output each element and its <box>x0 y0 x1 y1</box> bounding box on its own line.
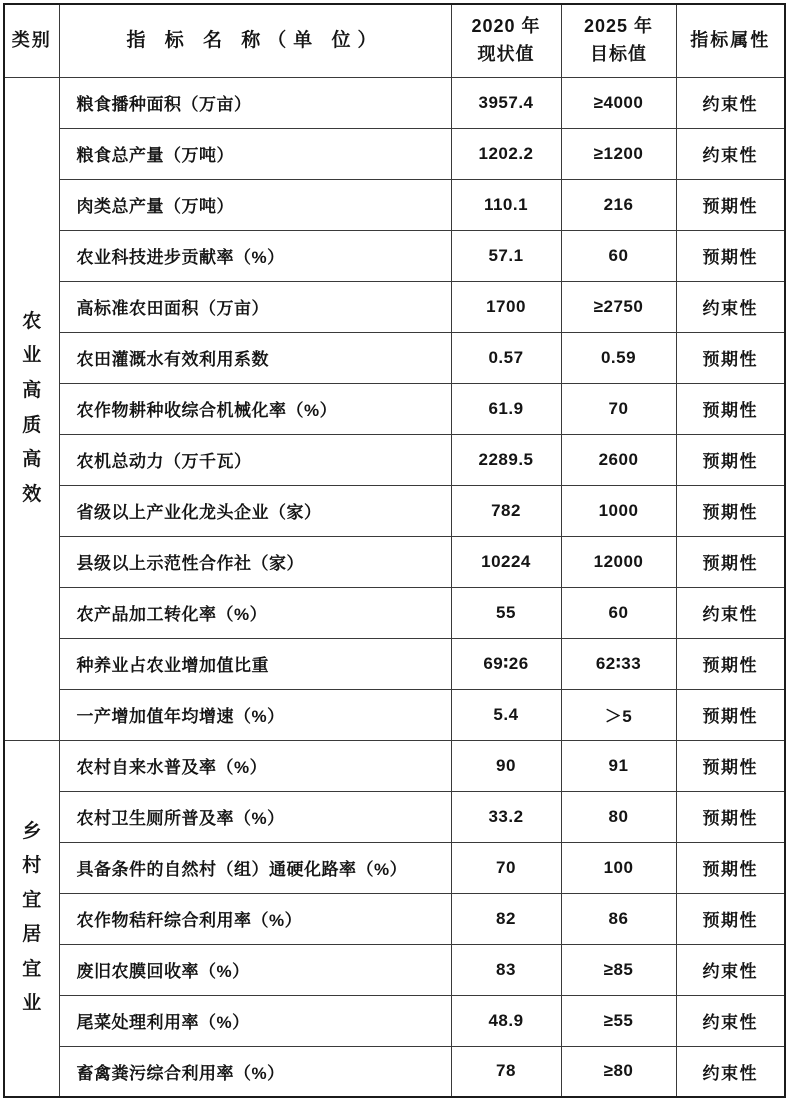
table-row <box>4 536 785 587</box>
table-row <box>4 383 785 434</box>
value-2025-cell: ≥55 <box>561 995 676 1046</box>
value-2025-cell: ＞5 <box>561 689 676 740</box>
value-2025-cell: 70 <box>561 383 676 434</box>
value-2025-cell: 2600 <box>561 434 676 485</box>
value-2020-cell: 2289.5 <box>451 434 561 485</box>
indicator-name-cell: 农作物耕种收综合机械化率（%） <box>59 383 451 434</box>
value-2020-cell: 10224 <box>451 536 561 587</box>
value-2025-cell: 100 <box>561 842 676 893</box>
value-2025-cell: 0.59 <box>561 332 676 383</box>
value-2025-cell: ≥80 <box>561 1046 676 1097</box>
category-cell-agriculture <box>4 77 59 740</box>
value-2020-cell: 0.57 <box>451 332 561 383</box>
attribute-cell: 约束性 <box>676 281 785 332</box>
value-2020-cell: 57.1 <box>451 230 561 281</box>
table-row <box>4 128 785 179</box>
indicator-name-cell: 农业科技进步贡献率（%） <box>59 230 451 281</box>
table-row <box>4 842 785 893</box>
attribute-cell: 约束性 <box>676 944 785 995</box>
indicator-name-cell: 具备条件的自然村（组）通硬化路率（%） <box>59 842 451 893</box>
attribute-cell: 预期性 <box>676 383 785 434</box>
value-2020-cell: 78 <box>451 1046 561 1097</box>
col-header-indicator-name: 指 标 名 称（单 位） <box>59 4 451 77</box>
col-header-2025-line1: 2025 年 <box>583 15 654 36</box>
attribute-cell: 预期性 <box>676 842 785 893</box>
table-row <box>4 587 785 638</box>
value-2020-cell: 69∶26 <box>451 638 561 689</box>
indicator-name-cell: 废旧农膜回收率（%） <box>59 944 451 995</box>
table-row <box>4 77 785 128</box>
col-header-2025-target <box>561 4 676 77</box>
value-2020-cell: 33.2 <box>451 791 561 842</box>
value-2020-cell: 1700 <box>451 281 561 332</box>
value-2025-cell: 12000 <box>561 536 676 587</box>
table-row <box>4 791 785 842</box>
table-row <box>4 944 785 995</box>
value-2020-cell: 782 <box>451 485 561 536</box>
value-2025-cell: 80 <box>561 791 676 842</box>
category-cell-rural <box>4 740 59 1097</box>
value-2025-cell: ≥2750 <box>561 281 676 332</box>
indicator-name-cell: 农村卫生厕所普及率（%） <box>59 791 451 842</box>
attribute-cell: 预期性 <box>676 434 785 485</box>
attribute-cell: 预期性 <box>676 791 785 842</box>
indicator-name-cell: 县级以上示范性合作社（家） <box>59 536 451 587</box>
value-2025-cell: 91 <box>561 740 676 791</box>
table-row <box>4 995 785 1046</box>
value-2020-cell: 5.4 <box>451 689 561 740</box>
attribute-cell: 约束性 <box>676 128 785 179</box>
table-header-row <box>4 4 785 77</box>
table-row <box>4 332 785 383</box>
table-row <box>4 1046 785 1097</box>
value-2020-cell: 70 <box>451 842 561 893</box>
table-row <box>4 485 785 536</box>
table-row <box>4 281 785 332</box>
category-label: 农业高质高效 <box>22 310 42 505</box>
indicator-name-cell: 尾菜处理利用率（%） <box>59 995 451 1046</box>
value-2020-cell: 55 <box>451 587 561 638</box>
indicator-name-cell: 粮食播种面积（万亩） <box>59 77 451 128</box>
attribute-cell: 预期性 <box>676 485 785 536</box>
value-2025-cell: 62∶33 <box>561 638 676 689</box>
value-2025-cell: ≥1200 <box>561 128 676 179</box>
table-row <box>4 434 785 485</box>
table-row <box>4 179 785 230</box>
indicator-name-cell: 种养业占农业增加值比重 <box>59 638 451 689</box>
indicator-name-cell: 粮食总产量（万吨） <box>59 128 451 179</box>
attribute-cell: 约束性 <box>676 77 785 128</box>
indicator-name-cell: 农作物秸秆综合利用率（%） <box>59 893 451 944</box>
value-2020-cell: 61.9 <box>451 383 561 434</box>
table-row <box>4 230 785 281</box>
col-header-2020-line2: 现状值 <box>477 43 535 64</box>
indicator-name-cell: 农机总动力（万千瓦） <box>59 434 451 485</box>
attribute-cell: 预期性 <box>676 179 785 230</box>
indicator-name-cell: 农村自来水普及率（%） <box>59 740 451 791</box>
col-header-attribute: 指标属性 <box>676 4 785 77</box>
attribute-cell: 约束性 <box>676 995 785 1046</box>
value-2025-cell: 60 <box>561 230 676 281</box>
col-header-2020-value <box>451 4 561 77</box>
value-2025-cell: 60 <box>561 587 676 638</box>
table-row <box>4 638 785 689</box>
attribute-cell: 约束性 <box>676 587 785 638</box>
attribute-cell: 预期性 <box>676 893 785 944</box>
value-2025-cell: 1000 <box>561 485 676 536</box>
value-2020-cell: 110.1 <box>451 179 561 230</box>
value-2020-cell: 83 <box>451 944 561 995</box>
table-row <box>4 689 785 740</box>
col-header-2025-line2: 目标值 <box>590 43 647 64</box>
col-header-category: 类别 <box>4 4 59 77</box>
indicators-table <box>3 3 786 1098</box>
attribute-cell: 预期性 <box>676 638 785 689</box>
indicator-name-cell: 一产增加值年均增速（%） <box>59 689 451 740</box>
attribute-cell: 预期性 <box>676 689 785 740</box>
category-label: 乡村宜居宜业 <box>22 820 42 1015</box>
indicator-name-cell: 高标准农田面积（万亩） <box>59 281 451 332</box>
attribute-cell: 预期性 <box>676 536 785 587</box>
value-2020-cell: 90 <box>451 740 561 791</box>
value-2025-cell: 86 <box>561 893 676 944</box>
indicator-name-cell: 农田灌溉水有效利用系数 <box>59 332 451 383</box>
value-2025-cell: 216 <box>561 179 676 230</box>
indicator-name-cell: 省级以上产业化龙头企业（家） <box>59 485 451 536</box>
table-row <box>4 893 785 944</box>
table-row <box>4 740 785 791</box>
attribute-cell: 预期性 <box>676 740 785 791</box>
indicator-name-cell: 农产品加工转化率（%） <box>59 587 451 638</box>
attribute-cell: 预期性 <box>676 332 785 383</box>
value-2025-cell: ≥85 <box>561 944 676 995</box>
value-2020-cell: 1202.2 <box>451 128 561 179</box>
attribute-cell: 预期性 <box>676 230 785 281</box>
indicator-name-cell: 畜禽粪污综合利用率（%） <box>59 1046 451 1097</box>
value-2020-cell: 48.9 <box>451 995 561 1046</box>
col-header-2020-line1: 2020 年 <box>471 15 541 36</box>
value-2025-cell: ≥4000 <box>561 77 676 128</box>
value-2020-cell: 3957.4 <box>451 77 561 128</box>
indicator-name-cell: 肉类总产量（万吨） <box>59 179 451 230</box>
attribute-cell: 约束性 <box>676 1046 785 1097</box>
value-2020-cell: 82 <box>451 893 561 944</box>
